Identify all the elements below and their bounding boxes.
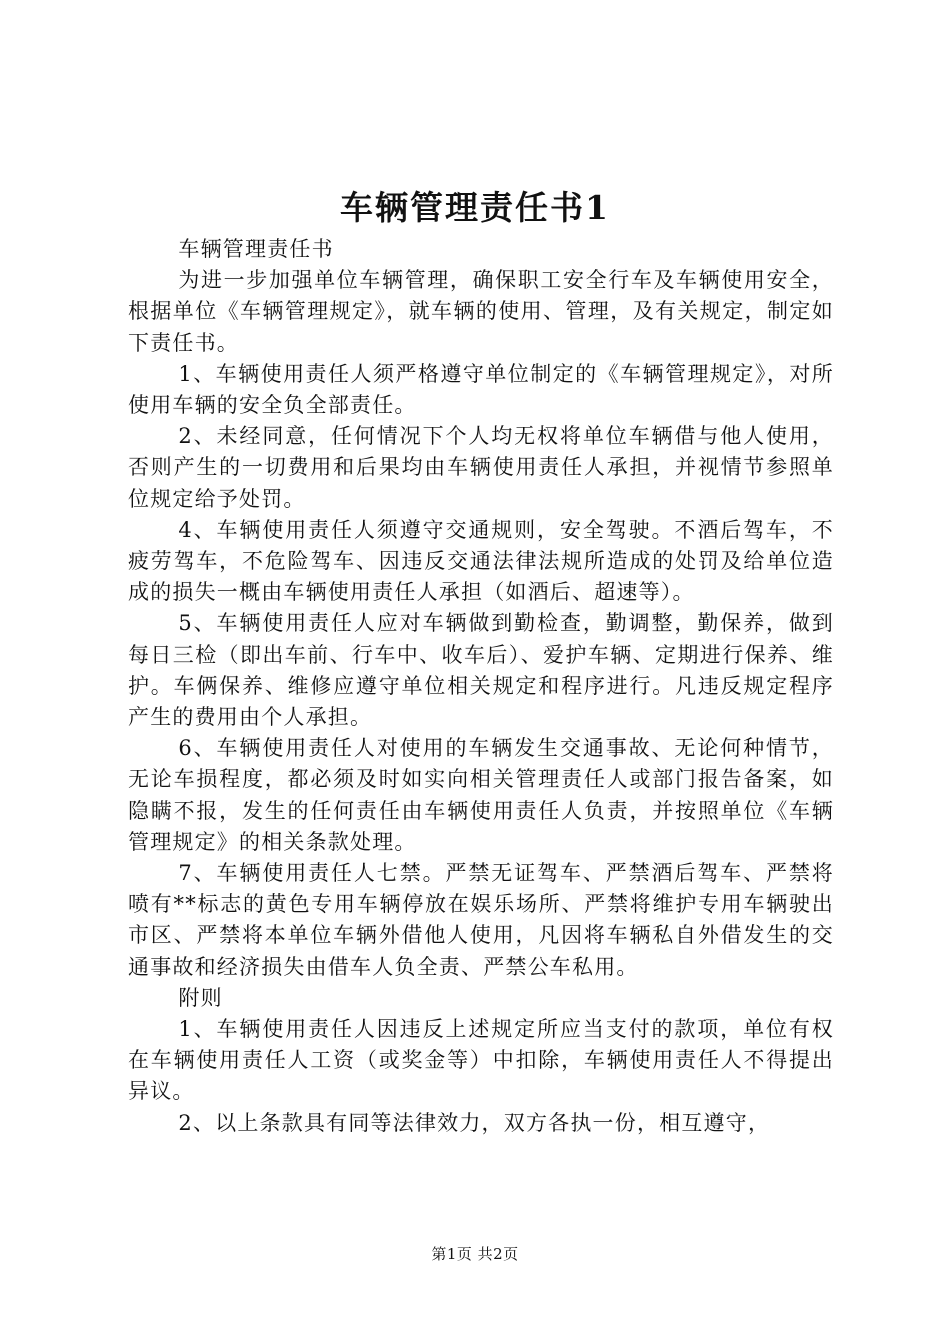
paragraph-clause-7: 7、车辆使用责任人七禁。严禁无证驾车、严禁酒后驾车、严禁将喷有**标志的黄色专用车辆停放在娱乐场所、严禁将维护专用车辆驶出市区、严禁将本单位车辆外借他人使用，凡因将车辆私自外借发生的交通事故和经济损失由借车人负全责、严禁公车私用。 [128, 861, 834, 979]
document-subheading: 车辆管理责任书 [178, 237, 334, 261]
paragraph-clause-4: 4、车辆使用责任人须遵守交通规则，安全驾驶。不酒后驾车，不疲劳驾车，不危险驾车、因违反交通法律法规所造成的处罚及给单位造成的损失一概由车辆使用责任人承担（如酒后、超速等）。 [128, 517, 834, 605]
paragraph-intro: 为进一步加强单位车辆管理，确保职工安全行车及车辆使用安全，根据单位《车辆管理规定》，就车辆的使用、管理，及有关规定，制定如下责任书。 [128, 268, 834, 355]
paragraph-clause-1: 1、车辆使用责任人须严格遵守单位制定的《车辆管理规定》，对所使用车辆的安全负全部责任。 [128, 361, 834, 418]
appendix-paragraph-2: 2、以上条款具有同等法律效力，双方各执一份，相互遵守， [178, 1110, 771, 1135]
appendix-heading: 附则 [178, 985, 223, 1010]
document-title: 车辆管理责任书1 [340, 188, 610, 227]
paragraph-clause-2: 2、未经同意，任何情况下个人均无权将单位车辆借与他人使用，否则产生的一切费用和后果均由车辆使用责任人承担，并视情节参照单位规定给予处罚。 [128, 424, 834, 511]
paragraph-clause-5: 5、车辆使用责任人应对车辆做到勤检查，勤调整，勤保养，做到每日三检（即出车前、行车中、收车后）、爱护车辆、定期进行保养、维护。车俩保养、维修应遵守单位相关规定和程序进行。凡违反规定程序产生的费用由个人承担。 [128, 611, 834, 730]
document-body [128, 234, 834, 1139]
paragraph-clause-6: 6、车辆使用责任人对使用的车辆发生交通事故、无论何种情节，无论车损程度，都必须及时如实向相关管理责任人或部门报告备案，如隐瞒不报，发生的任何责任由车辆使用责任人负责，并按照单位《车辆管理规定》的相关条款处理。 [128, 736, 834, 854]
page-number-footer: 第1页 共2页 [431, 1245, 519, 1263]
appendix-paragraph-1: 1、车辆使用责任人因违反上述规定所应当支付的款项，单位有权在车辆使用责任人工资（或奖金等）中扣除，车辆使用责任人不得提出异议。 [128, 1017, 834, 1104]
